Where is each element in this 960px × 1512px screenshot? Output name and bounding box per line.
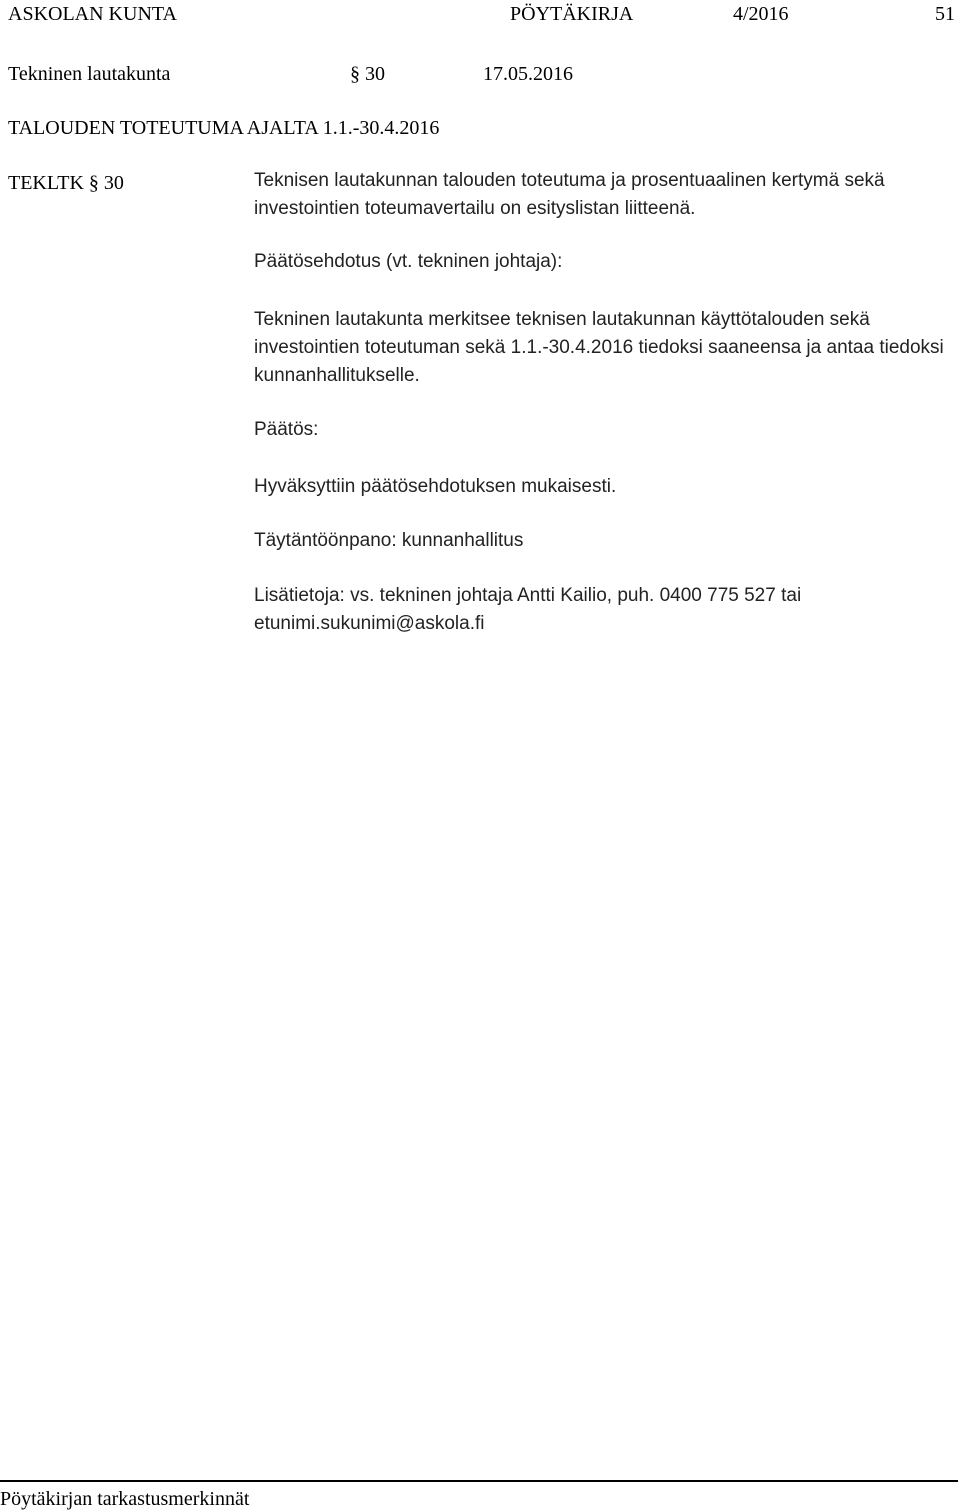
item-intro [254,167,954,223]
header-section-number: 30 [365,63,385,85]
meeting-date: 17.05.2016 [483,63,573,85]
page-number: 51 [935,3,955,25]
document-number: 4/2016 [733,3,789,25]
info-text: Lisätietoja: vs. tekninen johtaja Antti Kailio, puh. 0400 775 527 tai etunimi.sukunimi@askola.fi [254,585,802,634]
execution-text: Täytäntöönpano: kunnanhallitus [254,530,524,551]
organization-name: ASKOLAN KUNTA [8,3,177,25]
decision-text-block [254,473,954,501]
proposal-text-block [254,306,954,390]
execution-block [254,527,954,555]
header-section-ref [350,64,385,84]
footer-divider [0,1480,958,1482]
decision-label-block [254,416,954,444]
board-name: Tekninen lautakunta [8,63,171,85]
proposal-label: Päätösehdotus (vt. tekninen johtaja): [254,251,563,272]
item-section-number: 30 [103,172,124,194]
item-section-id [8,173,124,193]
section-symbol: § [350,63,360,85]
intro-text: Teknisen lautakunnan talouden toteutuma ja prosentuaalinen kertymä sekä investointien toteumavertailu on esityslistan liitteenä. [254,170,885,219]
proposal-label-block [254,248,954,276]
proposal-text: Tekninen lautakunta merkitsee teknisen lautakunnan käyttötalouden sekä investointien toteutuman sekä 1.1.-30.4.2016 tiedoksi saaneensa ja antaa tiedoksi kunnanhallitukselle. [254,309,944,386]
document-type: PÖYTÄKIRJA [510,3,634,25]
info-block [254,582,894,638]
footer-label: Pöytäkirjan tarkastusmerkinnät [0,1488,250,1510]
item-title: TALOUDEN TOTEUTUMA AJALTA 1.1.-30.4.2016 [8,117,440,139]
section-code: TEKLTK [8,172,84,194]
section-symbol: § [88,172,99,194]
decision-text: Hyväksyttiin päätösehdotuksen mukaisesti. [254,476,617,497]
decision-label: Päätös: [254,419,319,440]
